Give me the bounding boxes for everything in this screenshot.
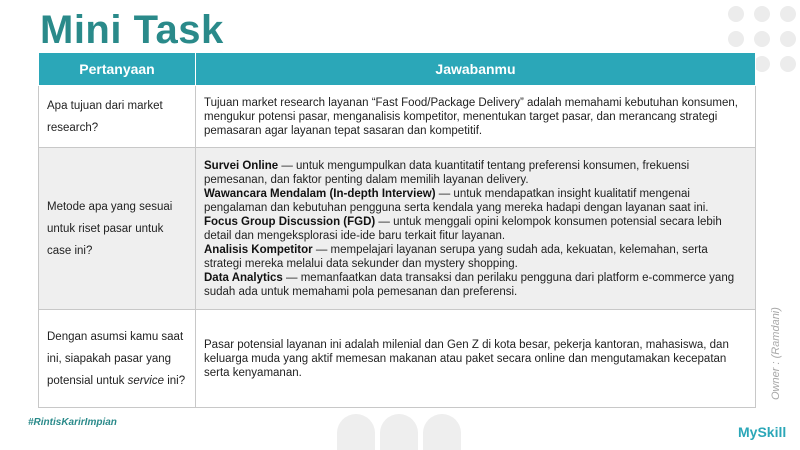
method-item bbox=[204, 243, 747, 271]
question-text: Dengan asumsi kamu saat ini, siapakah pasar yang potensial untuk bbox=[47, 330, 184, 387]
method-term: Analisis Kompetitor bbox=[204, 243, 313, 256]
question-cell bbox=[39, 310, 196, 408]
method-term: Wawancara Mendalam (In-depth Interview) bbox=[204, 187, 436, 200]
method-term: Data Analytics bbox=[204, 271, 283, 284]
question-text-end: ini? bbox=[164, 374, 186, 387]
question-italic-text: service bbox=[127, 374, 164, 387]
table-header-row bbox=[39, 53, 756, 86]
brand-logo: MySkill bbox=[738, 424, 787, 440]
question-cell: Apa tujuan dari market research? bbox=[39, 86, 196, 148]
answer-cell bbox=[196, 148, 756, 310]
method-desc: — mempelajari layanan serupa yang sudah ada, kekuatan, kelemahan, serta strategi mereka melalui data sekunder dan mystery shopping. bbox=[204, 243, 708, 270]
method-item bbox=[204, 215, 747, 243]
method-desc: — memanfaatkan data transaksi dan perilaku pengguna dari platform e-commerce yang sudah ada untuk memahami pola pemesanan dan preferensi. bbox=[204, 271, 735, 298]
method-term: Survei Online bbox=[204, 159, 279, 172]
method-item bbox=[204, 271, 747, 299]
answer-cell: Pasar potensial layanan ini adalah milenial dan Gen Z di kota besar, pekerja kantoran, mahasiswa, dan keluarga muda yang aktif memesan makanan atau paket secara online dan mengutamakan kecepatan serta kenyamanan. bbox=[196, 310, 756, 408]
decorative-shapes bbox=[337, 414, 467, 450]
header-question: Pertanyaan bbox=[39, 53, 196, 86]
question-cell: Metode apa yang sesuai untuk riset pasar untuk case ini? bbox=[39, 148, 196, 310]
table-row bbox=[39, 310, 756, 408]
answer-cell: Tujuan market research layanan “Fast Food/Package Delivery” adalah memahami kebutuhan konsumen, mengukur potensi pasar, menganalisis kompetitor, menentukan target pasar, dan merancang strategi pemasaran agar layanan tepat sasaran dan kompetitif. bbox=[196, 86, 756, 148]
header-answer: Jawabanmu bbox=[196, 53, 756, 86]
table-row bbox=[39, 86, 756, 148]
qa-table bbox=[38, 52, 756, 408]
method-term: Focus Group Discussion (FGD) bbox=[204, 215, 376, 228]
method-item bbox=[204, 187, 747, 215]
hashtag-label: #RintisKarirImpian bbox=[28, 417, 117, 428]
page-title: Mini Task bbox=[40, 8, 224, 52]
owner-label: Owner : (Ramdani) bbox=[770, 307, 782, 400]
method-item bbox=[204, 159, 747, 187]
method-desc: — untuk menggali opini kelompok konsumen potensial secara lebih detail dan mengeksplorasi ide-ide baru terkait fitur layanan. bbox=[204, 215, 722, 242]
table-row bbox=[39, 148, 756, 310]
method-desc: — untuk mendapatkan insight kualitatif mengenai pengalaman dan kebutuhan pengguna serta kendala yang mereka hadapi dengan layanan saat ini. bbox=[204, 187, 709, 214]
method-desc: — untuk mengumpulkan data kuantitatif tentang preferensi konsumen, frekuensi pemesanan, dan faktor penting dalam memilih layanan delivery. bbox=[204, 159, 690, 186]
